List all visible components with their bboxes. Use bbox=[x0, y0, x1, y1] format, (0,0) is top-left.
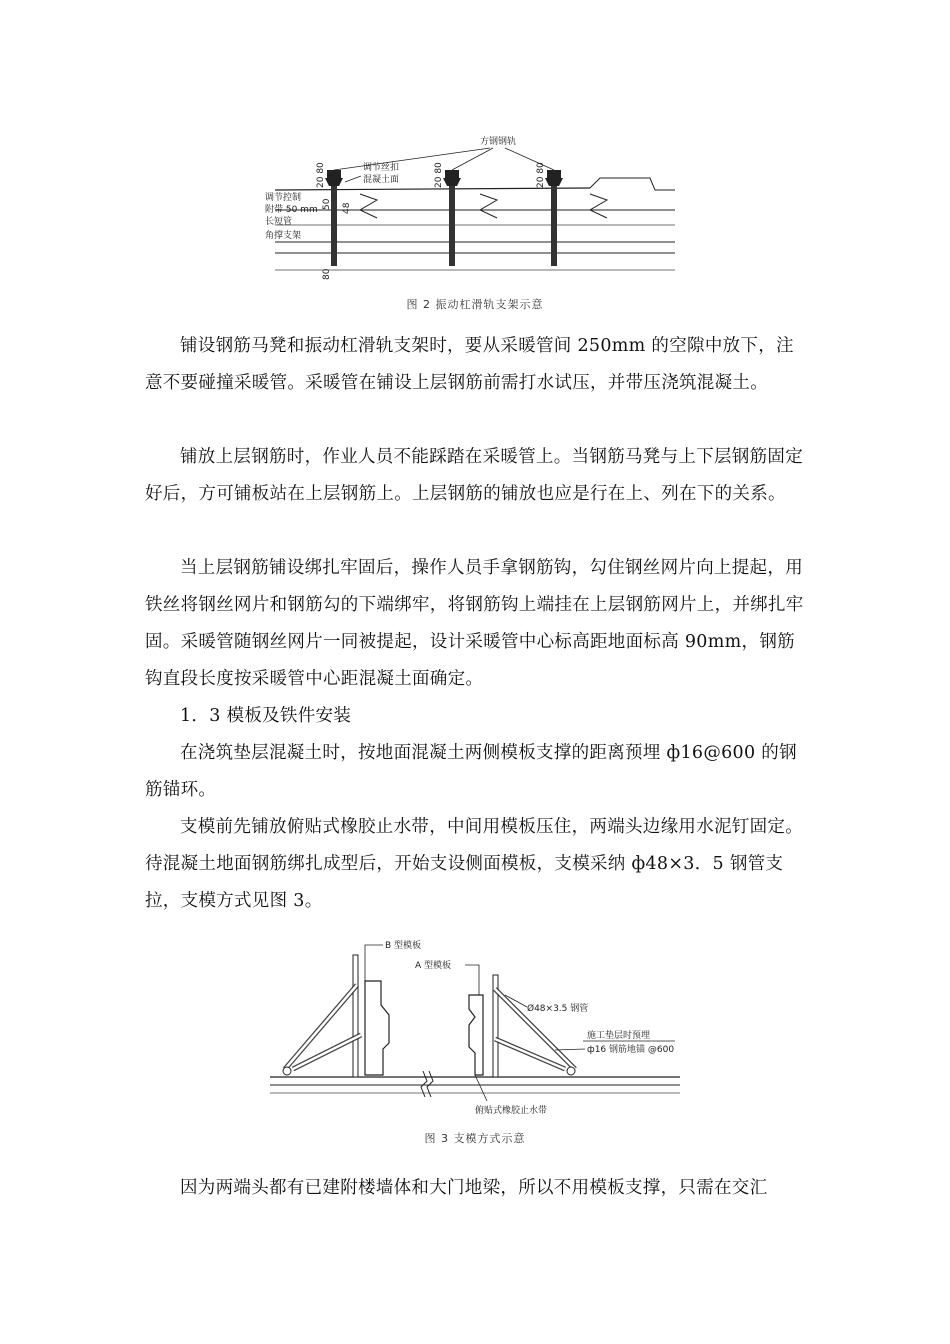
rail-post-3 bbox=[545, 170, 563, 266]
dim-2080-2: 20 80 bbox=[434, 162, 444, 188]
label-adjust-nut-1: 调节控制 bbox=[265, 193, 302, 203]
rail-post-2 bbox=[443, 170, 461, 266]
rail-post-1 bbox=[325, 170, 343, 266]
figure-3-drawing bbox=[265, 935, 685, 1120]
paragraph-6: 因为两端头都有已建附楼墙体和大门地梁，所以不用模板支撑，只需在交汇 bbox=[180, 1178, 768, 1198]
paragraph-5: 支模前先铺放俯贴式橡胶止水带，中间用模板压住，两端头边缘用水泥钉固定。待混凝土地面钢筋绑扎成型后，开始支设侧面模板，支模采纳 ф48×3．5 钢管支拉，支模方式见图 3。 bbox=[145, 817, 803, 911]
label-rail: 方钢钢轨 bbox=[480, 137, 517, 147]
figure-3-caption: 图 3 支模方式示意 bbox=[424, 1132, 526, 1145]
label-adjust-screw: 调节丝扣 bbox=[363, 163, 400, 173]
figure-2-drawing bbox=[265, 130, 685, 290]
dim-50: 50 bbox=[322, 198, 332, 210]
dim-2080-1: 20 80 bbox=[316, 162, 326, 188]
paragraph-3: 当上层钢筋铺设绑扎牢固后，操作人员手拿钢筋钩，勾住钢丝网片向上提起，用铁丝将钢丝网片和钢筋勾的下端绑牢，将钢筋钩上端挂在上层钢筋网片上，并绑扎牢固。采暖管随钢丝网片一同被提起，设计采暖管中心标高距地面标高 90mm，钢筋钩直段长度按采暖管中心距混凝土面确定。 bbox=[145, 558, 804, 689]
paragraph-2: 铺放上层钢筋时，作业人员不能踩踏在采暖管上。当钢筋马凳与上下层钢筋固定好后，方可铺板站在上层钢筋上。上层钢筋的铺放也应是行在上、列在下的关系。 bbox=[145, 447, 803, 504]
label-adjust-nut-2: 附带 50 mm bbox=[265, 205, 318, 215]
figure-2 bbox=[0, 130, 950, 290]
label-waterstop: 俯贴式橡胶止水带 bbox=[475, 1106, 548, 1116]
label-embed-1: 施工垫层时预埋 bbox=[587, 1031, 651, 1041]
label-pipe: Ø48×3.5 钢管 bbox=[527, 1004, 589, 1014]
dim-80: 80 bbox=[322, 268, 332, 280]
label-short-pipe: 长短管 bbox=[265, 217, 293, 227]
label-b-form: B 型模板 bbox=[385, 941, 422, 951]
dim-2080-3: 20 80 bbox=[536, 162, 546, 188]
dim-48: 48 bbox=[342, 202, 352, 214]
figure-2-caption: 图 2 振动杠滑轨支架示意 bbox=[406, 298, 544, 311]
paragraph-4: 在浇筑垫层混凝土时，按地面混凝土两侧模板支撑的距离预埋 ф16@600 的钢筋锚环。 bbox=[145, 743, 797, 800]
label-embed-2: ф16 钢筋地锚 @600 bbox=[587, 1045, 675, 1055]
paragraph-1: 铺设钢筋马凳和振动杠滑轨支架时，要从采暖管间 250mm 的空隙中放下，注意不要碰撞采暖管。采暖管在铺设上层钢筋前需打水试压，并带压浇筑混凝土。 bbox=[145, 336, 794, 393]
section-heading: 1．3 模板及铁件安装 bbox=[180, 706, 352, 726]
label-a-form: A 型模板 bbox=[415, 961, 452, 971]
label-support: 角撑支架 bbox=[265, 231, 302, 241]
label-concrete-face: 混凝土面 bbox=[363, 175, 400, 185]
figure-3 bbox=[0, 935, 950, 1120]
